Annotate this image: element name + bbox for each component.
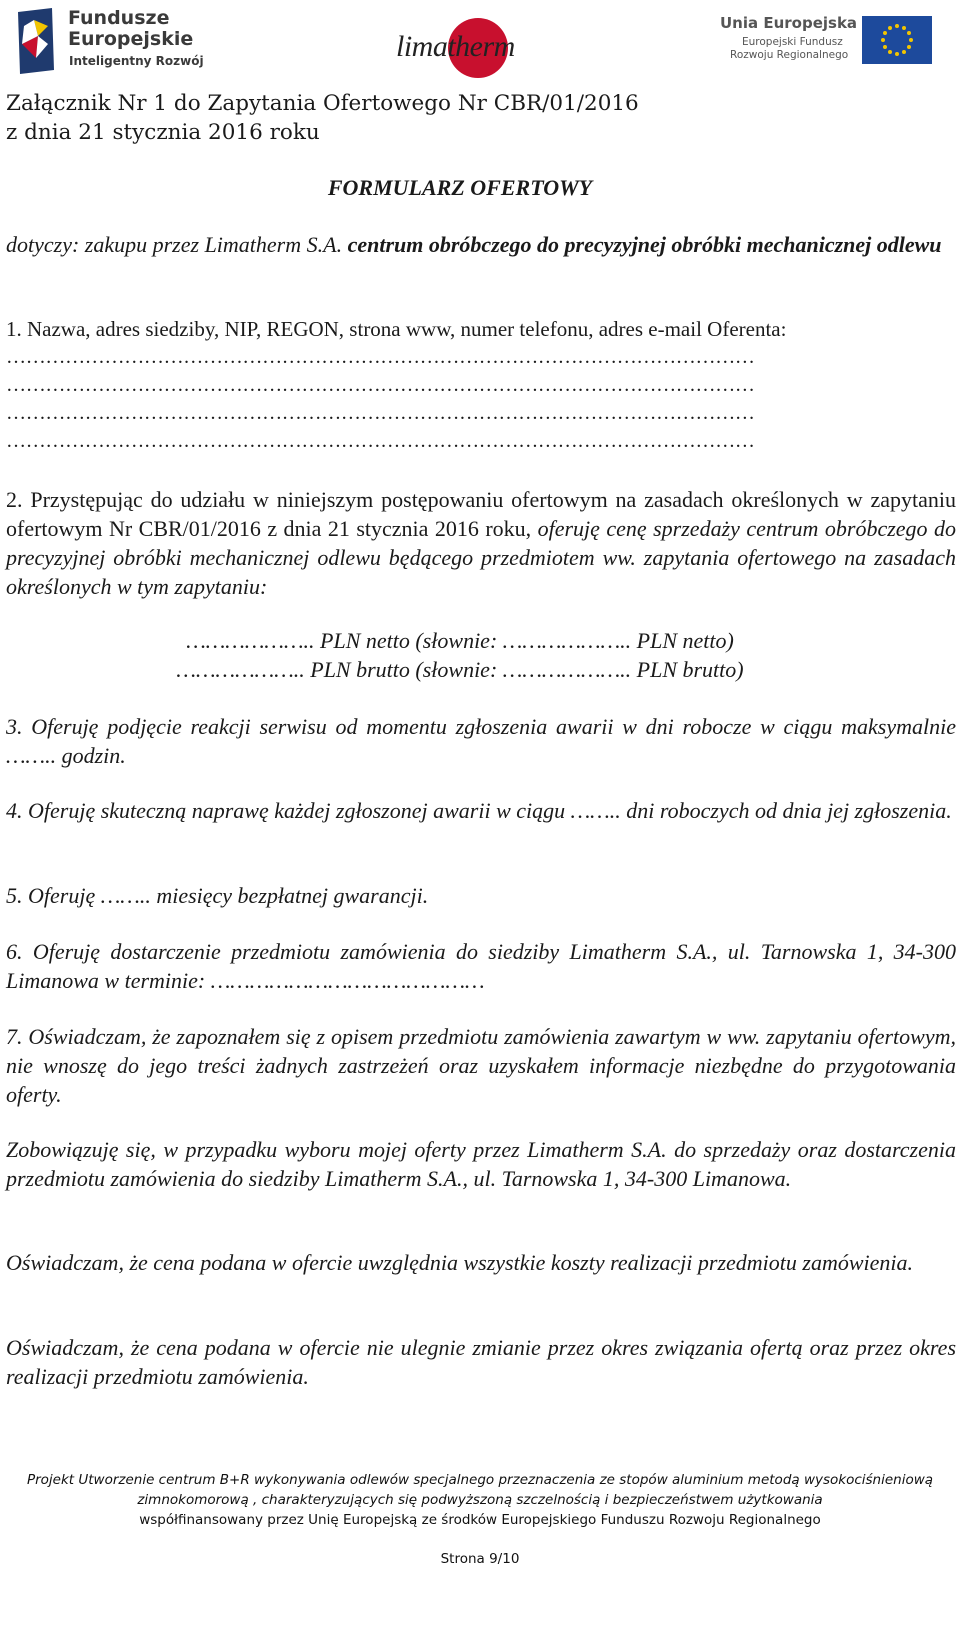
section-4-paragraph: 4. Oferuję skuteczną naprawę każdej zgłoszonej awarii w ciągu …….. dni roboczych od dnia jej zgłoszenia. bbox=[6, 798, 952, 823]
section-1-dots-line4: …………………………………………………………………………………………………… bbox=[6, 430, 755, 452]
fe-star-icon bbox=[14, 6, 58, 76]
footer-project-line1 bbox=[0, 1470, 960, 1490]
section-7-paragraph: 7. Oświadczam, że zapoznałem się z opisem przedmiotu zamówienia zawartym w ww. zapytaniu ofertowym, nie wnoszę do jego treści żadnych zastrzeżeń oraz uzyskałem informacje niezbędne do przygotowania oferty. bbox=[6, 1024, 956, 1107]
subject-paragraph bbox=[6, 230, 956, 259]
section-5-paragraph: 5. Oferuję …….. miesięcy bezpłatnej gwarancji. bbox=[6, 883, 429, 908]
footer-project-line2: zimnokomorową , charakteryzujących się podwyższoną szczelnością i bezpieczeństwem użytkowania bbox=[137, 1492, 823, 1508]
fe-logo-line3: Inteligentny Rozwój bbox=[69, 54, 204, 68]
section-3-paragraph: 3. Oferuję podjęcie reakcji serwisu od momentu zgłoszenia awarii w dni robocze w ciągu maksymalnie …….. godzin. bbox=[6, 714, 956, 768]
section-2-netto-line: ……………….. PLN netto (słownie: ……………….. PLN netto) bbox=[186, 628, 734, 653]
ue-logo-line3: Rozwoju Regionalnego bbox=[730, 49, 849, 61]
section-6-paragraph: 6. Oferuję dostarczenie przedmiotu zamówienia do siedziby Limatherm S.A., ul. Tarnowska 1, 34-300 Limanowa w terminie: …………………………………… bbox=[6, 939, 956, 993]
section-2-plain: 2. Przystępując do udziału w niniejszym postępowaniu ofertowym na zasadach określonych w zapytaniu ofertowym Nr CBR/01/2016 z dnia 21 stycznia 2016 roku, bbox=[6, 487, 956, 541]
attachment-title-line2: z dnia 21 stycznia 2016 roku bbox=[6, 120, 320, 145]
footer-line1-text: Projekt Utworzenie centrum B+R wykonywania odlewów specjalnego przeznaczenia ze stopów aluminium metodą wysokociśnieniową bbox=[26, 1472, 934, 1488]
section-2-italic: oferuję cenę sprzedaży centrum obróbczego do precyzyjnej obróbki mechanicznej odlewu będącego przedmiotem ww. zapytania ofertowego na zasadach określonych w tym zapytaniu: bbox=[6, 516, 956, 599]
fundusze-europejskie-logo bbox=[14, 4, 204, 78]
form-title: FORMULARZ OFERTOWY bbox=[327, 175, 593, 200]
costs-declaration-paragraph: Oświadczam, że cena podana w ofercie uwzględnia wszystkie koszty realizacji przedmiotu zamówienia. bbox=[6, 1250, 914, 1275]
limatherm-logo bbox=[396, 12, 524, 84]
page-number: Strona 9/10 bbox=[440, 1551, 520, 1567]
price-declaration-paragraph: Oświadczam, że cena podana w ofercie nie ulegnie zmianie przez okres związania ofertą oraz przez okres realizacji przedmiotu zamówienia. bbox=[6, 1335, 956, 1389]
section-1-dots-line1: …………………………………………………………………………………………………… bbox=[6, 346, 755, 368]
section-2-brutto-line: ……………….. PLN brutto (słownie: ……………….. PLN brutto) bbox=[176, 657, 744, 682]
section-1-label: 1. Nazwa, adres siedziby, NIP, REGON, strona www, numer telefonu, adres e-mail Oferenta: bbox=[6, 317, 787, 341]
section-1-dots-line3: …………………………………………………………………………………………………… bbox=[6, 402, 755, 424]
subject-prefix: dotyczy: zakupu przez Limatherm S.A. bbox=[6, 232, 348, 257]
fe-logo-line1: Fundusze bbox=[68, 7, 170, 29]
limatherm-wordmark: limatherm bbox=[396, 30, 515, 63]
unia-europejska-logo bbox=[720, 12, 932, 68]
obligation-paragraph: Zobowiązuję się, w przypadku wyboru mojej oferty przez Limatherm S.A. do sprzedaży oraz dostarczenia przedmiotu zamówienia do siedziby Limatherm S.A., ul. Tarnowska 1, 34-300 Limanowa. bbox=[6, 1137, 956, 1191]
section-1-dots-line2: …………………………………………………………………………………………………… bbox=[6, 374, 755, 396]
footer-project-line3: współfinansowany przez Unię Europejską ze środków Europejskiego Funduszu Rozwoju Regionalnego bbox=[139, 1512, 821, 1528]
eu-flag-icon bbox=[862, 16, 932, 64]
subject-bold: centrum obróbczego do precyzyjnej obróbki mechanicznej odlewu bbox=[347, 232, 942, 257]
section-2-paragraph bbox=[6, 485, 956, 601]
ue-logo-line2: Europejski Fundusz bbox=[742, 36, 843, 48]
attachment-title-line1: Załącznik Nr 1 do Zapytania Ofertowego Nr CBR/01/2016 bbox=[6, 91, 639, 116]
ue-logo-line1: Unia Europejska bbox=[720, 14, 858, 32]
fe-logo-line2: Europejskie bbox=[68, 28, 194, 50]
